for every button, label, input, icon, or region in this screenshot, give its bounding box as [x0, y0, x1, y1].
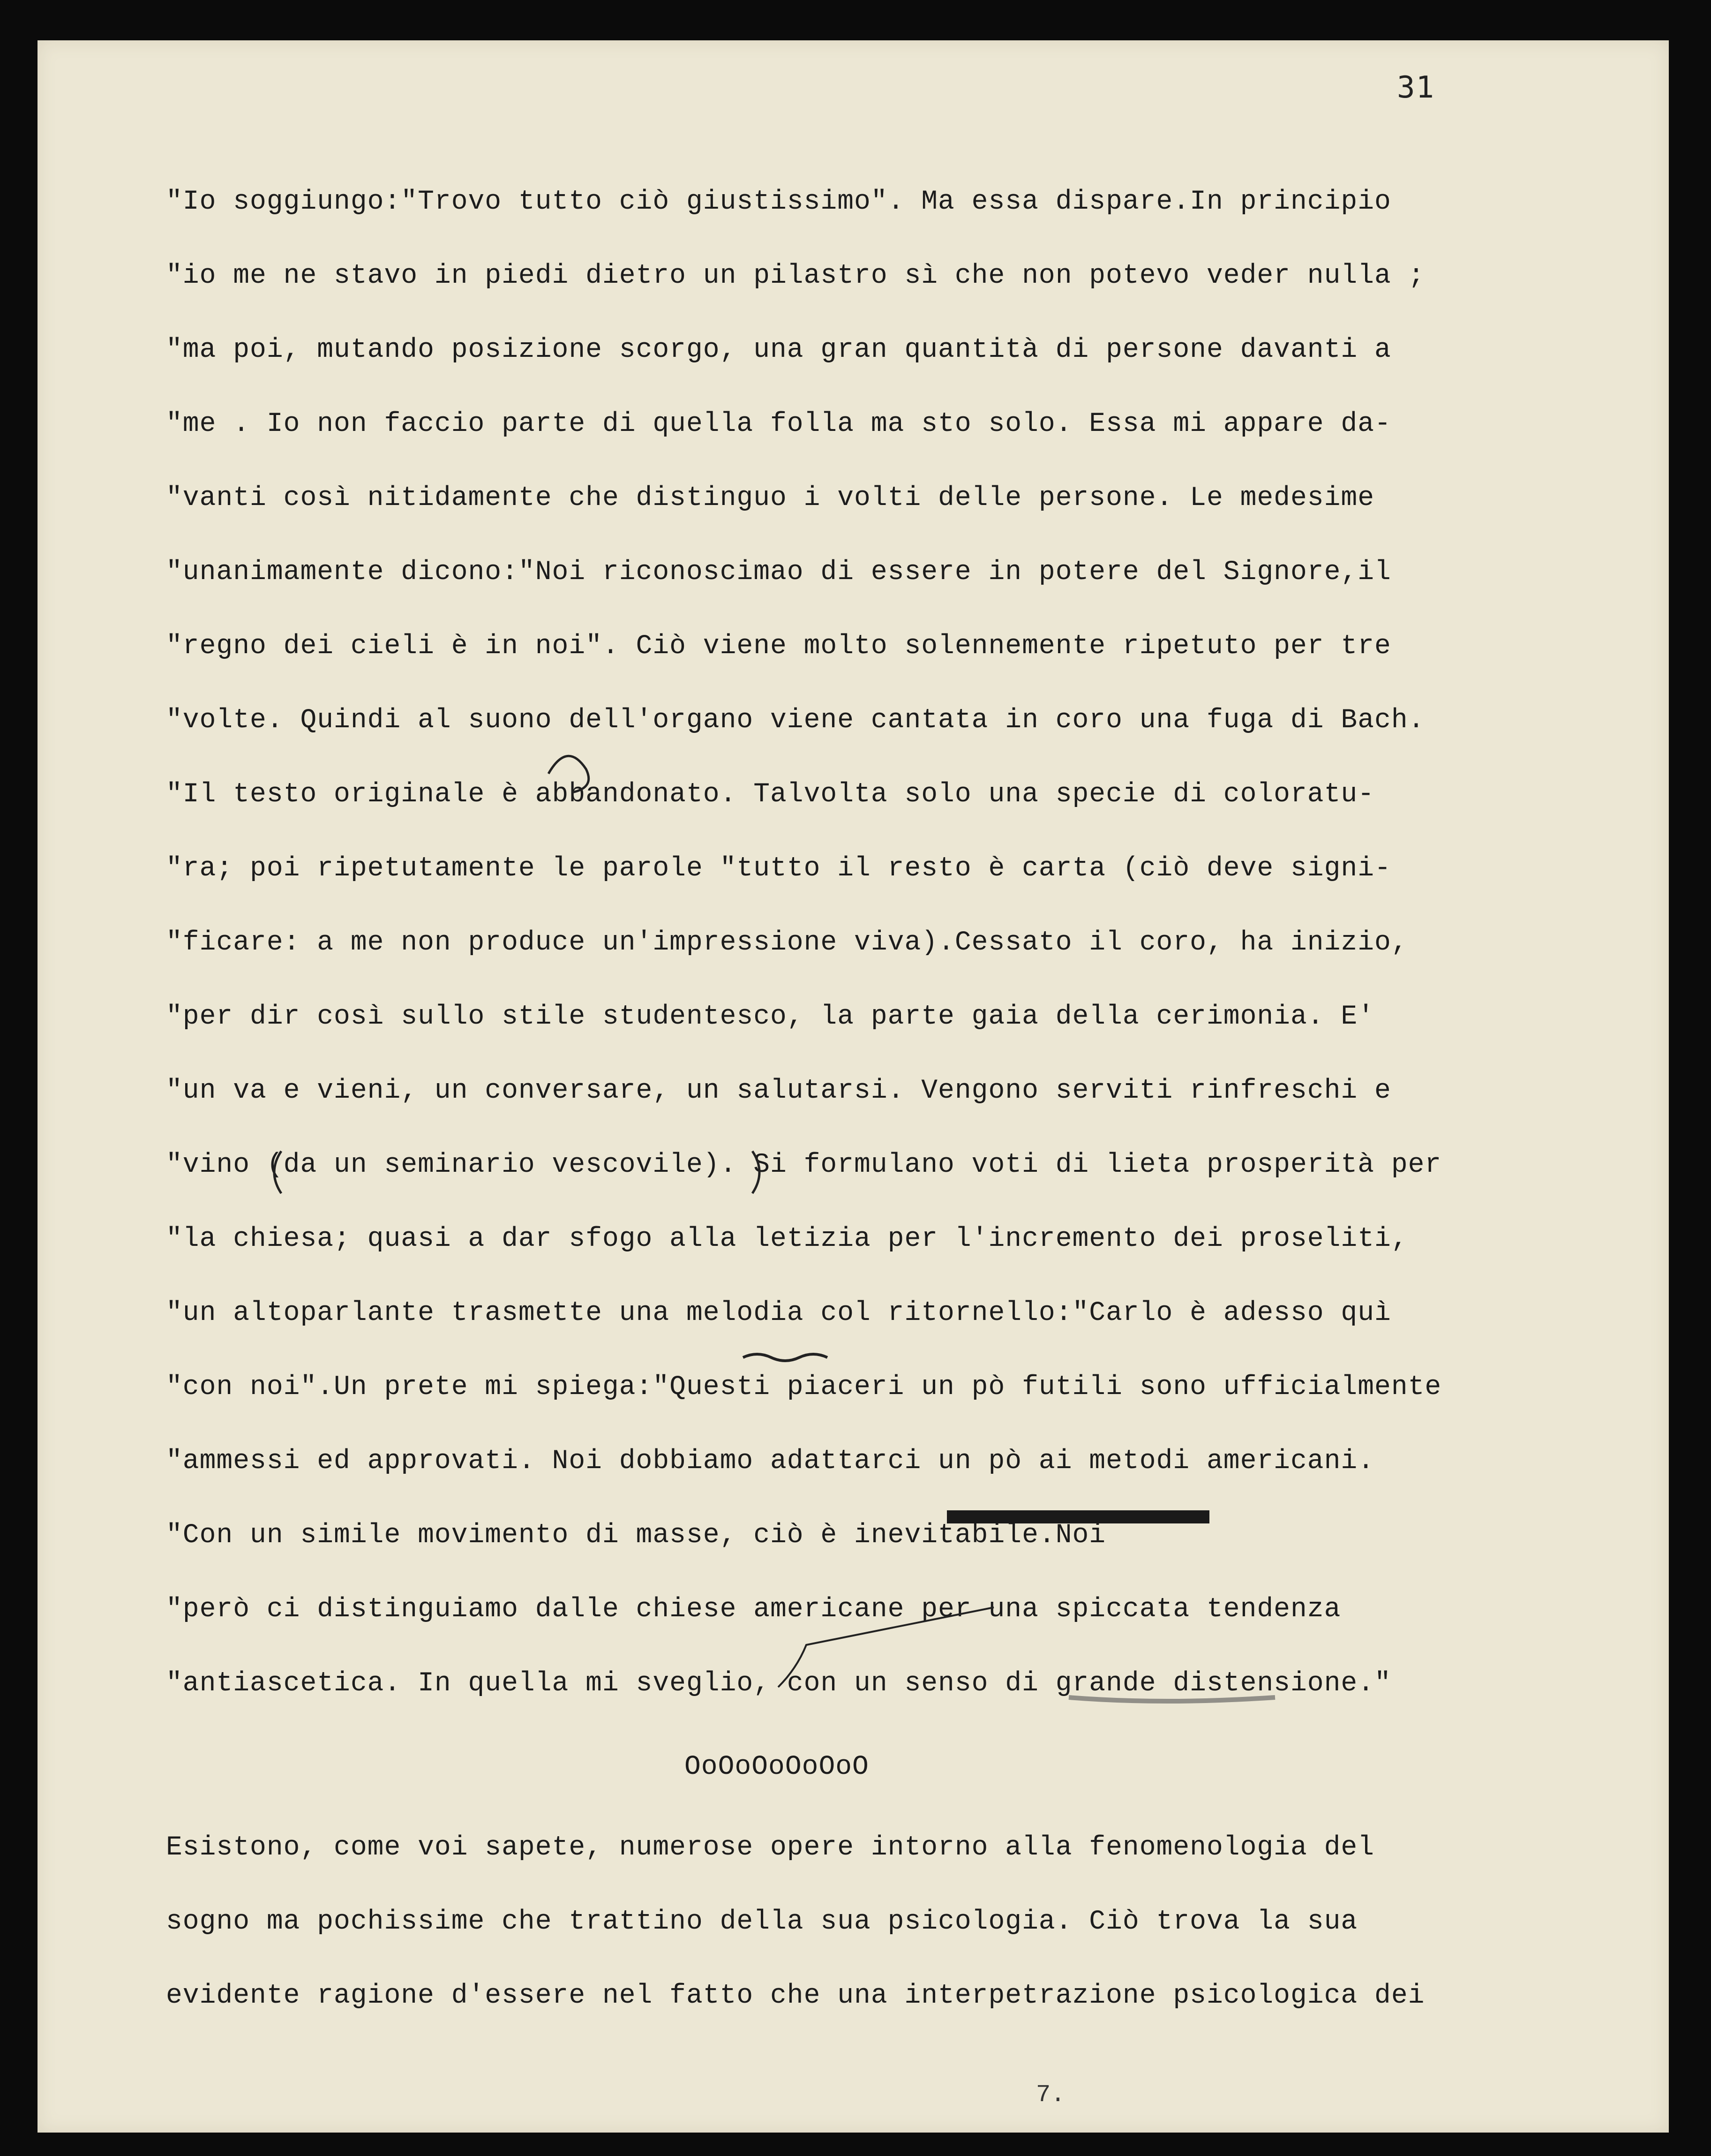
text-line-19: "Con un simile movimento di masse, ciò è inevitabile.Noi	[166, 1520, 1106, 1551]
text-line-8: "volte. Quindi al suono dell'organo viene cantata in coro una fuga di Bach.	[166, 705, 1425, 736]
text-line-18: "ammessi ed approvati. Noi dobbiamo adattarci un pò ai metodi americani.	[166, 1446, 1375, 1477]
text-line-1: "Io soggiungo:"Trovo tutto ciò giustissimo". Ma essa dispare.In principio	[166, 187, 1391, 217]
text-line-14: "vino (da un seminario vescovile). Si formulano voti di lieta prosperità per	[166, 1150, 1442, 1180]
bracket-open-mark	[274, 1151, 281, 1193]
text-line-17: "con noi".Un prete mi spiega:"Questi piaceri un pò futili sono ufficialmente	[166, 1372, 1442, 1402]
text-line-4: "me . Io non faccio parte di quella folla ma sto solo. Essa mi appare da-	[166, 409, 1391, 439]
text-line-10: "ra; poi ripetutamente le parole "tutto il resto è carta (ciò deve signi-	[166, 853, 1391, 884]
text-line-12: "per dir così sullo stile studentesco, la parte gaia della cerimonia. E'	[166, 1002, 1375, 1032]
text-line-2: "io me ne stavo in piedi dietro un pilastro sì che non potevo veder nulla ;	[166, 261, 1425, 291]
bottom-mark: 7.	[1036, 2081, 1066, 2109]
bracket-close-mark	[752, 1151, 759, 1193]
text-line-7: "regno dei cieli è in noi". Ciò viene molto solennemente ripetuto per tre	[166, 631, 1391, 662]
text-line-3: "ma poi, mutando posizione scorgo, una gran quantità di persone davanti a	[166, 335, 1391, 365]
paragraph-line-3: evidente ragione d'essere nel fatto che una interpetrazione psicologica dei	[166, 1981, 1425, 2011]
text-line-6: "unanimamente dicono:"Noi riconoscimao di essere in potere del Signore,il	[166, 557, 1391, 588]
underline-mark	[743, 1354, 827, 1361]
text-line-5: "vanti così nitidamente che distinguo i volti delle persone. Le medesime	[166, 483, 1375, 513]
correction-stroke	[548, 756, 589, 792]
text-line-11: "ficare: a me non produce un'impressione viva).Cessato il coro, ha inizio,	[166, 927, 1408, 958]
text-line-20: "però ci distinguiamo dalle chiese americane per una spiccata tendenza	[166, 1594, 1341, 1625]
paragraph-line-2: sogno ma pochissime che trattino della sua psicologia. Ciò trova la sua	[166, 1907, 1358, 1937]
text-line-15: "la chiesa; quasi a dar sfogo alla letizia per l'incremento dei proseliti,	[166, 1224, 1408, 1254]
text-line-13: "un va e vieni, un conversare, un salutarsi. Vengono serviti rinfreschi e	[166, 1076, 1391, 1106]
text-line-9: "Il testo originale è abbandonato. Talvolta solo una specie di coloratu-	[166, 779, 1375, 810]
insertion-stroke	[778, 1607, 994, 1687]
pencil-underline-mark	[1069, 1697, 1275, 1701]
paragraph-line-1: Esistono, come voi sapete, numerose opere intorno alla fenomenologia del	[166, 1832, 1375, 1863]
text-line-21: "antiascetica. In quella mi sveglio, con un senso di grande distensione."	[166, 1668, 1391, 1699]
section-separator: OoOoOoOoOoO	[684, 1752, 869, 1782]
text-line-16: "un altoparlante trasmette una melodia col ritornello:"Carlo è adesso quì	[166, 1298, 1391, 1328]
page-number: 31	[1397, 70, 1435, 105]
